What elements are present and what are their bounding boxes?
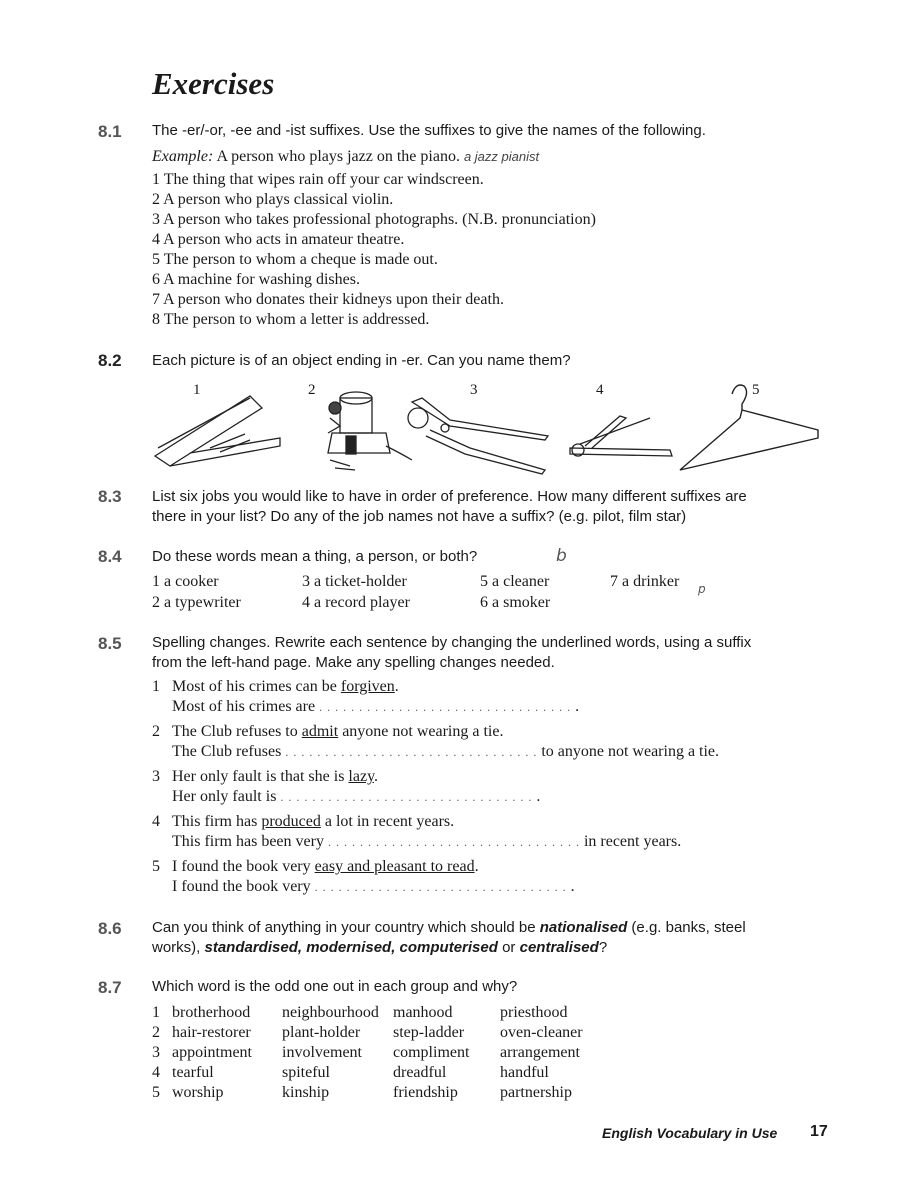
pencil-sharpener-picture [328, 392, 412, 470]
group-word: friendship [393, 1084, 458, 1101]
sentence-text: Most of his crimes can be [172, 678, 341, 695]
exercise-8-2-pictures [150, 378, 840, 478]
emphasis-centralised: centralised [519, 939, 599, 956]
item-number: 4 [152, 813, 160, 830]
book-title: English Vocabulary in Use [602, 1125, 778, 1141]
word-a-cooker: 1 a cooker [152, 573, 219, 590]
list-item: 1 The thing that wipes rain off your car windscreen. [152, 171, 484, 188]
rewrite-ending: . [575, 698, 580, 715]
page-title: Exercises [152, 66, 275, 101]
group-word: dreadful [393, 1064, 447, 1081]
group-word: kinship [282, 1084, 330, 1101]
group-word: manhood [393, 1004, 453, 1021]
row-number: 2 [152, 1024, 160, 1041]
sentence-text: Her only fault is that she is [172, 768, 349, 785]
group-word: priesthood [500, 1004, 568, 1021]
rewrite-prompt: Her only fault is [172, 788, 277, 805]
sentence-text: a lot in recent years. [320, 813, 455, 830]
rewrite-line [172, 832, 681, 852]
word-a-ticket-holder: 3 a ticket-holder [302, 573, 407, 590]
rewrite-prompt: I found the book very [172, 878, 311, 895]
list-item: 4 A person who acts in amateur theatre. [152, 231, 405, 248]
rewrite-prompt: This firm has been very [172, 833, 324, 850]
answer-blank[interactable]: . . . . . . . . . . . . . . . . . . . . . . . . . . . . . . . . [281, 745, 542, 759]
nutcracker-picture [408, 398, 548, 474]
group-word: appointment [172, 1044, 252, 1061]
exercise-number-8-5: 8.5 [98, 634, 122, 653]
row-number: 5 [152, 1084, 160, 1101]
row-number: 4 [152, 1064, 160, 1081]
text: ? [598, 939, 608, 956]
group-word: brotherhood [172, 1004, 251, 1021]
group-word: compliment [393, 1044, 470, 1061]
underlined-words: lazy [348, 768, 375, 785]
exercise-number-8-4: 8.4 [98, 547, 122, 566]
exercise-8-6-line2 [152, 938, 607, 958]
exercise-number-8-1: 8.1 [98, 122, 122, 141]
word-a-record-player: 4 a record player [302, 594, 410, 611]
rewrite-prompt: Most of his crimes are [172, 698, 316, 715]
group-word: worship [172, 1084, 224, 1101]
answer-blank[interactable]: . . . . . . . . . . . . . . . . . . . . . . . . . . . . . . . . [276, 790, 537, 804]
example-label: Example: [152, 148, 214, 165]
group-word: partnership [500, 1084, 572, 1101]
item-number: 2 [152, 723, 160, 740]
rewrite-line [172, 742, 719, 762]
picture-number-4: 4 [596, 382, 604, 398]
sentence-text: . [374, 768, 379, 785]
text: (e.g. banks, steel [627, 919, 746, 936]
rewrite-line [172, 697, 579, 717]
stapler-picture [155, 396, 280, 466]
row-number: 1 [152, 1004, 160, 1021]
sentence-text: I found the book very [172, 858, 315, 875]
example-answer: a jazz pianist [463, 149, 540, 164]
underlined-words: forgiven [340, 678, 395, 695]
sentence [152, 722, 503, 742]
text: works), [152, 939, 205, 956]
text: or [497, 939, 520, 956]
group-word: step-ladder [393, 1024, 465, 1041]
sentence-text: This firm has [172, 813, 262, 830]
rewrite-ending: . [536, 788, 541, 805]
exercise-number-8-3: 8.3 [98, 487, 122, 506]
list-item: 5 The person to whom a cheque is made out. [152, 251, 438, 268]
exercise-number-8-2: 8.2 [98, 351, 122, 370]
row-number: 3 [152, 1044, 160, 1061]
picture-number-1: 1 [193, 382, 201, 398]
underlined-words: admit [301, 723, 339, 740]
list-item: 8 The person to whom a letter is addressed. [152, 311, 430, 328]
group-word: plant-holder [282, 1024, 361, 1041]
exercise-8-1-instruction: The -er/-or, -ee and -ist suffixes. Use the suffixes to give the names of the following. [152, 122, 706, 139]
exercise-8-3-line1: List six jobs you would like to have in order of preference. How many different suffixes are [152, 488, 747, 505]
answer-blank[interactable]: . . . . . . . . . . . . . . . . . . . . . . . . . . . . . . . . [323, 835, 584, 849]
sentence-text: . [394, 678, 399, 695]
emphasis-nationalised: nationalised [539, 919, 628, 936]
exercise-8-6-line1 [152, 918, 746, 938]
nail-clipper-picture [570, 416, 672, 456]
underlined-words: produced [261, 813, 321, 830]
group-word: arrangement [500, 1044, 580, 1061]
list-item: 7 A person who donates their kidneys upon their death. [152, 291, 504, 308]
picture-number-3: 3 [470, 382, 478, 398]
exercise-8-5-line1: Spelling changes. Rewrite each sentence by changing the underlined words, using a suffix [152, 634, 752, 651]
exercise-number-8-7: 8.7 [98, 978, 122, 997]
word-a-cleaner: 5 a cleaner [480, 573, 550, 590]
sentence [152, 857, 479, 877]
page-number: 17 [810, 1123, 828, 1140]
answer-blank[interactable]: . . . . . . . . . . . . . . . . . . . . . . . . . . . . . . . . [315, 700, 576, 714]
item-number: 5 [152, 858, 160, 875]
word-a-drinker: 7 a drinker [610, 573, 680, 590]
group-word: involvement [282, 1044, 362, 1061]
exercise-8-7-instruction: Which word is the odd one out in each group and why? [152, 978, 518, 995]
item-number: 3 [152, 768, 160, 785]
group-word: handful [500, 1064, 549, 1081]
rewrite-ending: to anyone not wearing a tie. [541, 743, 720, 760]
coat-hanger-picture [680, 385, 818, 470]
exercise-8-2-instruction: Each picture is of an object ending in -er. Can you name them? [152, 352, 571, 369]
group-word: spiteful [282, 1064, 330, 1081]
sentence-text: . [474, 858, 479, 875]
exercise-8-3-line2: there in your list? Do any of the job names not have a suffix? (e.g. pilot, film star) [152, 508, 687, 525]
sentence [152, 677, 399, 697]
underlined-words: easy and pleasant to read [314, 858, 475, 875]
item-number: 1 [152, 678, 160, 695]
list-item: 3 A person who takes professional photographs. (N.B. pronunciation) [152, 211, 596, 228]
rewrite-ending: . [570, 878, 575, 895]
group-word: hair-restorer [172, 1024, 251, 1041]
group-word: oven-cleaner [500, 1024, 583, 1041]
exercise-8-5-line2: from the left-hand page. Make any spelling changes needed. [152, 654, 555, 671]
picture-number-2: 2 [308, 382, 316, 398]
exercise-number-8-6: 8.6 [98, 919, 122, 938]
list-item: 6 A machine for washing dishes. [152, 271, 360, 288]
handwritten-mark-b: b [556, 546, 567, 566]
group-word: neighbourhood [282, 1004, 379, 1021]
list-item: 2 A person who plays classical violin. [152, 191, 394, 208]
sentence-text: anyone not wearing a tie. [338, 723, 504, 740]
picture-number-5: 5 [752, 382, 760, 398]
rewrite-line [172, 877, 575, 897]
example-text: A person who plays jazz on the piano. [216, 148, 460, 165]
rewrite-line [172, 787, 540, 807]
sentence [152, 767, 378, 787]
sentence [152, 812, 454, 832]
emphasis-list: standardised, modernised, computerised [204, 939, 498, 956]
handwritten-mark-p: p [698, 582, 706, 596]
exercise-8-4-instruction: Do these words mean a thing, a person, or both? [152, 548, 478, 565]
sentence-text: The Club refuses to [172, 723, 302, 740]
rewrite-ending: in recent years. [583, 833, 682, 850]
answer-blank[interactable]: . . . . . . . . . . . . . . . . . . . . . . . . . . . . . . . . [310, 880, 571, 894]
text: Can you think of anything in your country which should be [152, 919, 540, 936]
group-word: tearful [172, 1064, 214, 1081]
word-a-typewriter: 2 a typewriter [152, 594, 241, 611]
exercise-8-1-example [152, 147, 539, 167]
rewrite-prompt: The Club refuses [172, 743, 282, 760]
word-a-smoker: 6 a smoker [480, 594, 551, 611]
